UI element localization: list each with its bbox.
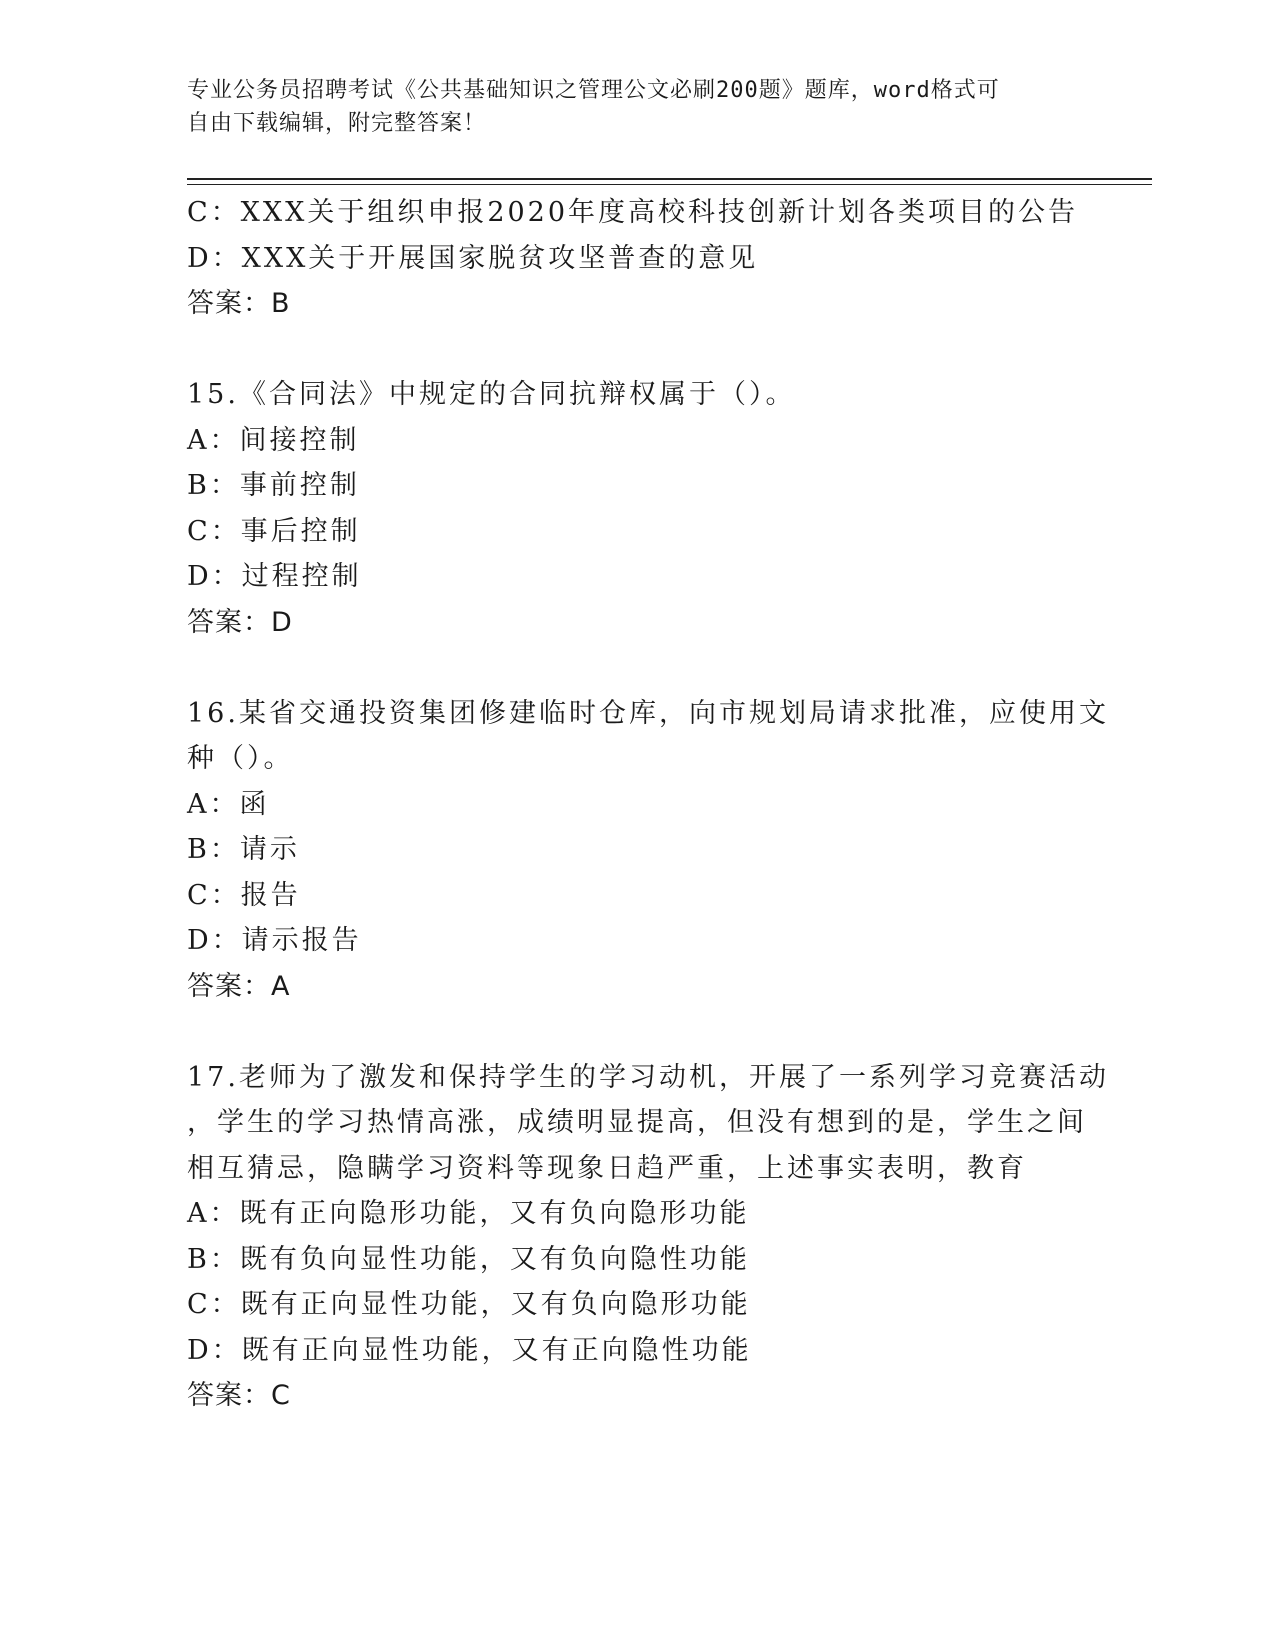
question-stem: 15.《合同法》中规定的合同抗辩权属于（）。 [187, 379, 796, 410]
question-stem-line-3: 相互猜忌，隐瞒学习资料等现象日趋严重，上述事实表明，教育 [187, 1152, 1027, 1184]
header-divider-thick [187, 178, 1152, 180]
option-d: D：过程控制 [187, 561, 362, 592]
option-d: D：既有正向显性功能，又有正向隐性功能 [187, 1334, 752, 1366]
option-c: C：既有正向显性功能，又有负向隐形功能 [187, 1289, 751, 1320]
header-line-1: 专业公务员招聘考试《公共基础知识之管理公文必刷200题》题库，word格式可 [187, 78, 1000, 103]
option-d: D：XXX关于开展国家脱贫攻坚普查的意见 [187, 242, 759, 274]
question-15 [187, 372, 1087, 645]
option-b: B：请示 [187, 834, 300, 865]
header-divider-thin [187, 184, 1152, 185]
option-b: B：既有负向显性功能，又有负向隐性功能 [187, 1243, 750, 1275]
option-a: A：函 [187, 788, 270, 820]
option-c: C：事后控制 [187, 515, 361, 547]
spacer [187, 1009, 1087, 1055]
spacer [187, 645, 1087, 691]
option-b: B：事前控制 [187, 470, 360, 501]
question-stem-line-2: ，学生的学习热情高涨，成绩明显提高，但没有想到的是，学生之间 [187, 1107, 1087, 1138]
option-c: C：报告 [187, 879, 301, 911]
question-stem-line-1: 16.某省交通投资集团修建临时仓库，向市规划局请求批准，应使用文 [187, 697, 1109, 729]
option-a: A：间接控制 [187, 424, 360, 456]
question-stem-line-2: 种（）。 [187, 743, 294, 774]
question-17 [187, 1055, 1109, 1419]
answer: 答案：A [187, 970, 291, 1002]
answer: 答案：B [187, 288, 291, 319]
question-stem-line-1: 17.老师为了激发和保持学生的学习动机，开展了一系列学习竞赛活动 [187, 1061, 1109, 1093]
spacer [187, 327, 1087, 373]
answer: 答案：D [187, 606, 293, 638]
document-header [187, 74, 1067, 140]
option-c: C：XXX关于组织申报2020年度高校科技创新计划各类项目的公告 [187, 197, 1079, 228]
header-line-2: 自由下载编辑，附完整答案！ [187, 111, 487, 136]
question-14-tail [187, 190, 1087, 327]
question-16 [187, 691, 1109, 1010]
option-d: D：请示报告 [187, 925, 362, 956]
option-a: A：既有正向隐形功能，又有负向隐形功能 [187, 1198, 750, 1229]
question-list [187, 190, 1109, 1419]
answer: 答案：C [187, 1380, 291, 1411]
